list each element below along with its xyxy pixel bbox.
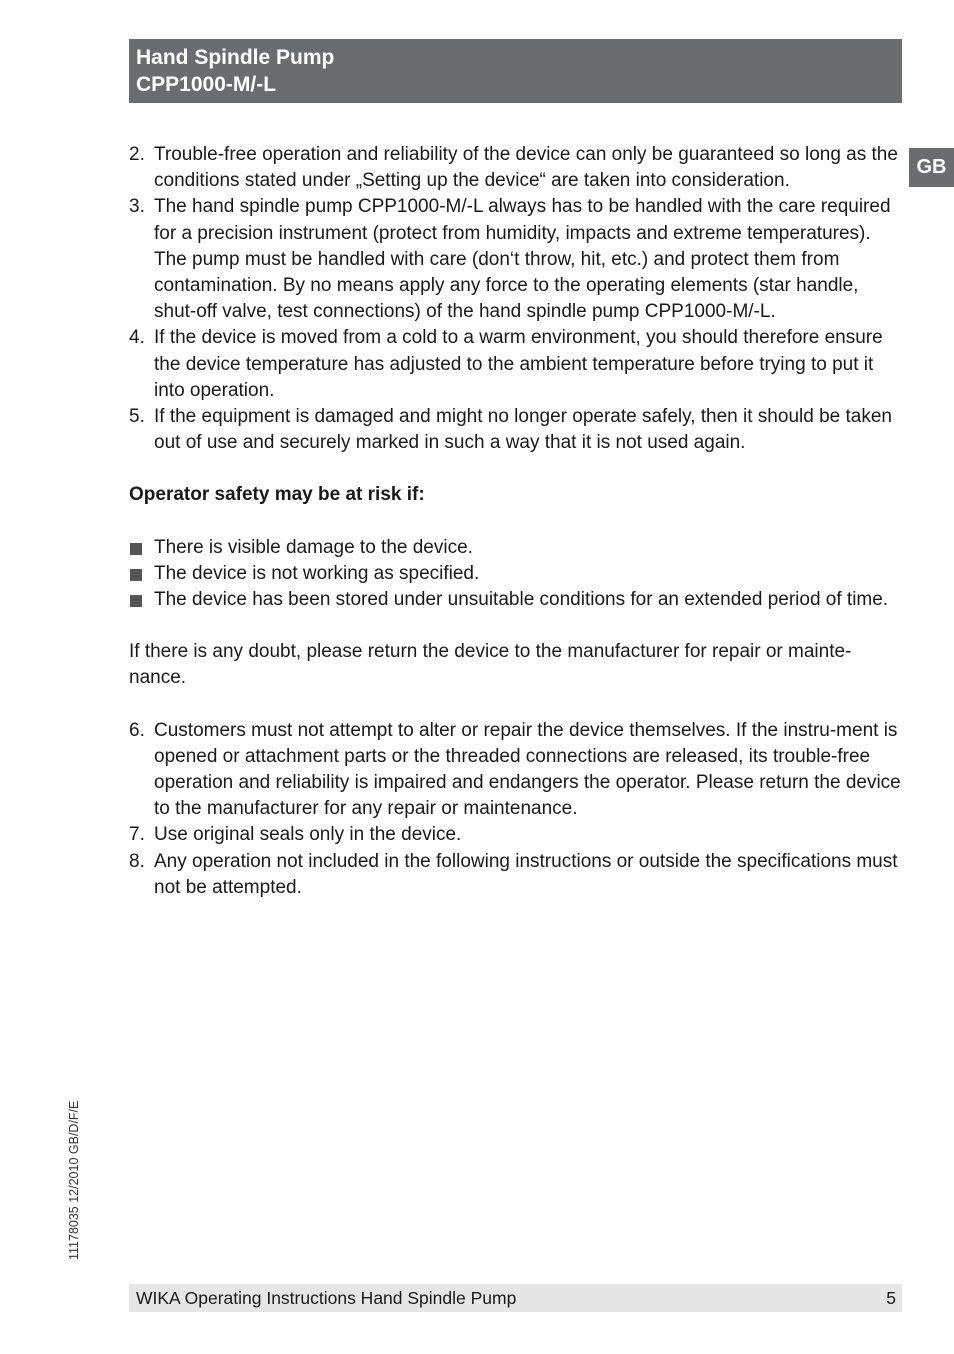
bullet-text: The device has been stored under unsuitable conditions for an extended period of time.: [154, 589, 889, 611]
bullet-item: [129, 535, 902, 561]
header-bar: [129, 39, 902, 103]
document-code-sidenote: [65, 1075, 85, 1260]
item-text: Any operation not included in the following instructions or outside the specifications must not be attempted.: [154, 850, 898, 898]
item-number: 2.: [129, 144, 145, 165]
item-number: 4.: [129, 327, 145, 349]
item-text: If the device is moved from a cold to a warm environment, you should therefore ensure the device temperature has adjusted to the ambient temperature before trying to put it into operation.: [154, 327, 883, 401]
risk-heading: Operator safety may be at risk if:: [129, 484, 425, 506]
list-item: [129, 849, 902, 901]
item-text: Use original seals only in the device.: [154, 824, 462, 846]
item-number: 6.: [129, 719, 145, 741]
numbered-list-a: [129, 142, 902, 456]
page-number: 5: [886, 1288, 896, 1308]
list-item: [129, 194, 902, 325]
list-item: [129, 325, 902, 404]
bullet-text: The device is not working as specified.: [154, 562, 480, 584]
item-text: The hand spindle pump CPP1000-M/-L always has to be handled with the care required for a precision instrument (protect from humidity, impacts and extreme temperatures). The pump must be handled with care (don‘t throw, hit, etc.) and protect them from contamination. By no means apply any force to the operating elements (star handle, shut-off valve, test connections) of the hand spindle pump CPP1000-M/-L.: [154, 196, 891, 323]
item-number: 8.: [129, 850, 145, 872]
document-code: 11178035 12/2010 GB/D/F/E: [67, 1100, 81, 1260]
item-number: 7.: [129, 824, 145, 846]
document-title: Hand Spindle Pump: [136, 46, 335, 69]
risk-list: [129, 535, 902, 614]
list-item: [129, 822, 902, 848]
numbered-list-b: [129, 718, 902, 901]
item-number: 5.: [129, 406, 145, 428]
language-tab: GB: [909, 148, 954, 187]
item-text: Trouble-free operation and reliability of the device can only be guaranteed so long as the conditions stated under „Setting up the device“ are taken into consideration.: [154, 144, 898, 192]
page-content: [129, 142, 902, 901]
square-bullet-icon: [130, 595, 142, 607]
item-text: Customers must not attempt to alter or repair the device themselves. If the instru-ment is opened or attachment parts or the threaded connections are released, its trouble-free operation and reliability is impaired and endangers the operator. Please return the device to the manufacturer for any repair or maintenance.: [154, 719, 901, 820]
square-bullet-icon: [130, 569, 142, 581]
footer-bar: [129, 1284, 902, 1312]
model-number: CPP1000-M/-L: [136, 73, 277, 96]
bullet-text: There is visible damage to the device.: [154, 536, 473, 558]
bullet-item: [129, 587, 902, 613]
list-item: [129, 142, 902, 194]
list-item: [129, 404, 902, 456]
item-number: 3.: [129, 196, 145, 218]
doubt-paragraph: If there is any doubt, please return the device to the manufacturer for repair or mainte-nance.: [129, 641, 852, 689]
list-item: [129, 718, 902, 823]
item-text: If the equipment is damaged and might no longer operate safely, then it should be taken out of use and securely marked in such a way that it is not used again.: [154, 406, 892, 454]
footer-title: WIKA Operating Instructions Hand Spindle Pump: [136, 1288, 517, 1308]
square-bullet-icon: [130, 543, 142, 555]
bullet-item: [129, 561, 902, 587]
